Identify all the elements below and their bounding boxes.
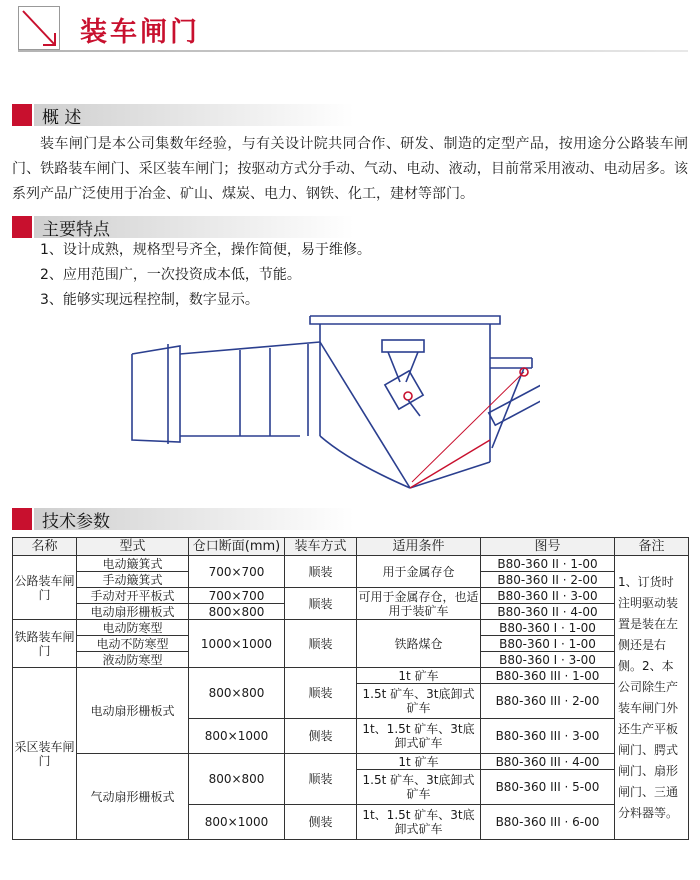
condition-cell: 1t 矿车 — [357, 754, 481, 770]
condition-cell: 1.5t 矿车、3t底卸式矿车 — [357, 684, 481, 719]
condition-cell: 用于金属存仓 — [357, 556, 481, 588]
column-header: 图号 — [481, 538, 615, 556]
loading-cell: 侧装 — [285, 719, 357, 754]
size-cell: 800×1000 — [189, 719, 285, 754]
column-header: 备注 — [615, 538, 689, 556]
loading-cell: 顺装 — [285, 754, 357, 805]
size-cell: 700×700 — [189, 556, 285, 588]
drawing-cell: B80-360 III · 1-00 — [481, 668, 615, 684]
column-header: 仓口断面(mm) — [189, 538, 285, 556]
section-heading-features — [12, 214, 688, 240]
header-divider — [18, 50, 688, 52]
loading-cell: 顺装 — [285, 556, 357, 588]
table-row — [13, 668, 689, 684]
size-cell: 1000×1000 — [189, 620, 285, 668]
loading-cell: 顺装 — [285, 620, 357, 668]
table-row — [13, 620, 689, 636]
section-heading-overview — [12, 102, 688, 128]
overview-paragraph: 装车闸门是本公司集数年经验，与有关设计院共同合作、研发、制造的定型产品，按用途分公路装车闸门、铁路装车闸门、采区装车闸门；按驱动方式分手动、气动、电动、液动，目前常采用液动、电动居多。该系列产品广泛使用于冶金、矿山、煤炭、电力、钢铁、化工，建材等部门。 — [12, 136, 688, 202]
type-cell: 液动防寒型 — [77, 652, 189, 668]
section-marker — [12, 216, 32, 238]
column-header: 装车方式 — [285, 538, 357, 556]
note-cell: 1、订货时注明驱动装置是装在左侧还是右侧。2、本公司除生产装车闸门外还生产平板闸门、腭式闸门、扇形闸门、三通分料器等。 — [615, 556, 689, 840]
column-header: 型式 — [77, 538, 189, 556]
type-cell: 电动防寒型 — [77, 620, 189, 636]
section-title: 主要特点 — [42, 220, 110, 240]
drawing-cell: B80-360 III · 4-00 — [481, 754, 615, 770]
table-row — [13, 754, 689, 770]
type-cell: 手动对开平板式 — [77, 588, 189, 604]
table-header-row — [13, 538, 689, 556]
loading-cell: 顺装 — [285, 668, 357, 719]
diagonal-arrow-icon — [18, 6, 60, 50]
section-heading-params — [12, 506, 688, 532]
type-cell: 电动扇形栅板式 — [77, 604, 189, 620]
type-cell: 电动扇形栅板式 — [77, 668, 189, 754]
feature-item: 1、设计成熟，规格型号齐全，操作简便，易于维修。 — [40, 242, 371, 258]
drawing-cell: B80-360 III · 6-00 — [481, 805, 615, 840]
section-marker — [12, 104, 32, 126]
drawing-cell: B80-360 III · 5-00 — [481, 770, 615, 805]
feature-item: 2、应用范围广，一次投资成本低，节能。 — [40, 267, 301, 283]
size-cell: 800×1000 — [189, 805, 285, 840]
drawing-cell: B80-360 II · 2-00 — [481, 572, 615, 588]
condition-cell: 1t 矿车 — [357, 668, 481, 684]
technical-parameters-table — [12, 537, 689, 840]
condition-cell: 可用于金属存仓，也适用于装矿车 — [358, 589, 479, 618]
drawing-cell: B80-360 I · 1-00 — [481, 636, 615, 652]
drawing-cell: B80-360 II · 3-00 — [481, 588, 615, 604]
drawing-cell: B80-360 II · 1-00 — [481, 556, 615, 572]
drawing-cell: B80-360 III · 2-00 — [481, 684, 615, 719]
condition-cell: 1.5t 矿车、3t底卸式矿车 — [357, 770, 481, 805]
feature-item: 3、能够实现远程控制，数字显示。 — [40, 292, 259, 308]
table-row — [13, 588, 689, 604]
type-cell: 手动簸箕式 — [77, 572, 189, 588]
section-marker — [12, 508, 32, 530]
page-title: 装车闸门 — [80, 17, 200, 48]
type-cell: 气动扇形栅板式 — [77, 754, 189, 840]
condition-cell: 1t、1.5t 矿车、3t底卸式矿车 — [357, 719, 481, 754]
drawing-cell: B80-360 I · 3-00 — [481, 652, 615, 668]
gate-technical-drawing — [120, 312, 540, 506]
drawing-cell: B80-360 III · 3-00 — [481, 719, 615, 754]
page-header — [0, 0, 700, 60]
size-cell: 800×800 — [189, 754, 285, 805]
size-cell: 700×700 — [189, 588, 285, 604]
column-header: 名称 — [13, 538, 77, 556]
loading-cell: 顺装 — [285, 588, 357, 620]
features-list — [40, 238, 371, 313]
type-cell: 电动不防寒型 — [77, 636, 189, 652]
group-name-cell: 公路装车闸门 — [13, 556, 77, 620]
table-row — [13, 556, 689, 572]
loading-cell: 侧装 — [285, 805, 357, 840]
drawing-cell: B80-360 I · 1-00 — [481, 620, 615, 636]
drawing-cell: B80-360 II · 4-00 — [481, 604, 615, 620]
group-name-cell: 铁路装车闸门 — [13, 620, 77, 668]
section-title: 技术参数 — [42, 512, 110, 532]
condition-cell: 1t、1.5t 矿车、3t底卸式矿车 — [357, 805, 481, 840]
condition-cell: 铁路煤仓 — [357, 620, 481, 668]
size-cell: 800×800 — [189, 668, 285, 719]
group-name-cell: 采区装车闸门 — [13, 668, 77, 840]
type-cell: 电动簸箕式 — [77, 556, 189, 572]
section-title: 概 述 — [42, 108, 82, 128]
column-header: 适用条件 — [357, 538, 481, 556]
size-cell: 800×800 — [189, 604, 285, 620]
